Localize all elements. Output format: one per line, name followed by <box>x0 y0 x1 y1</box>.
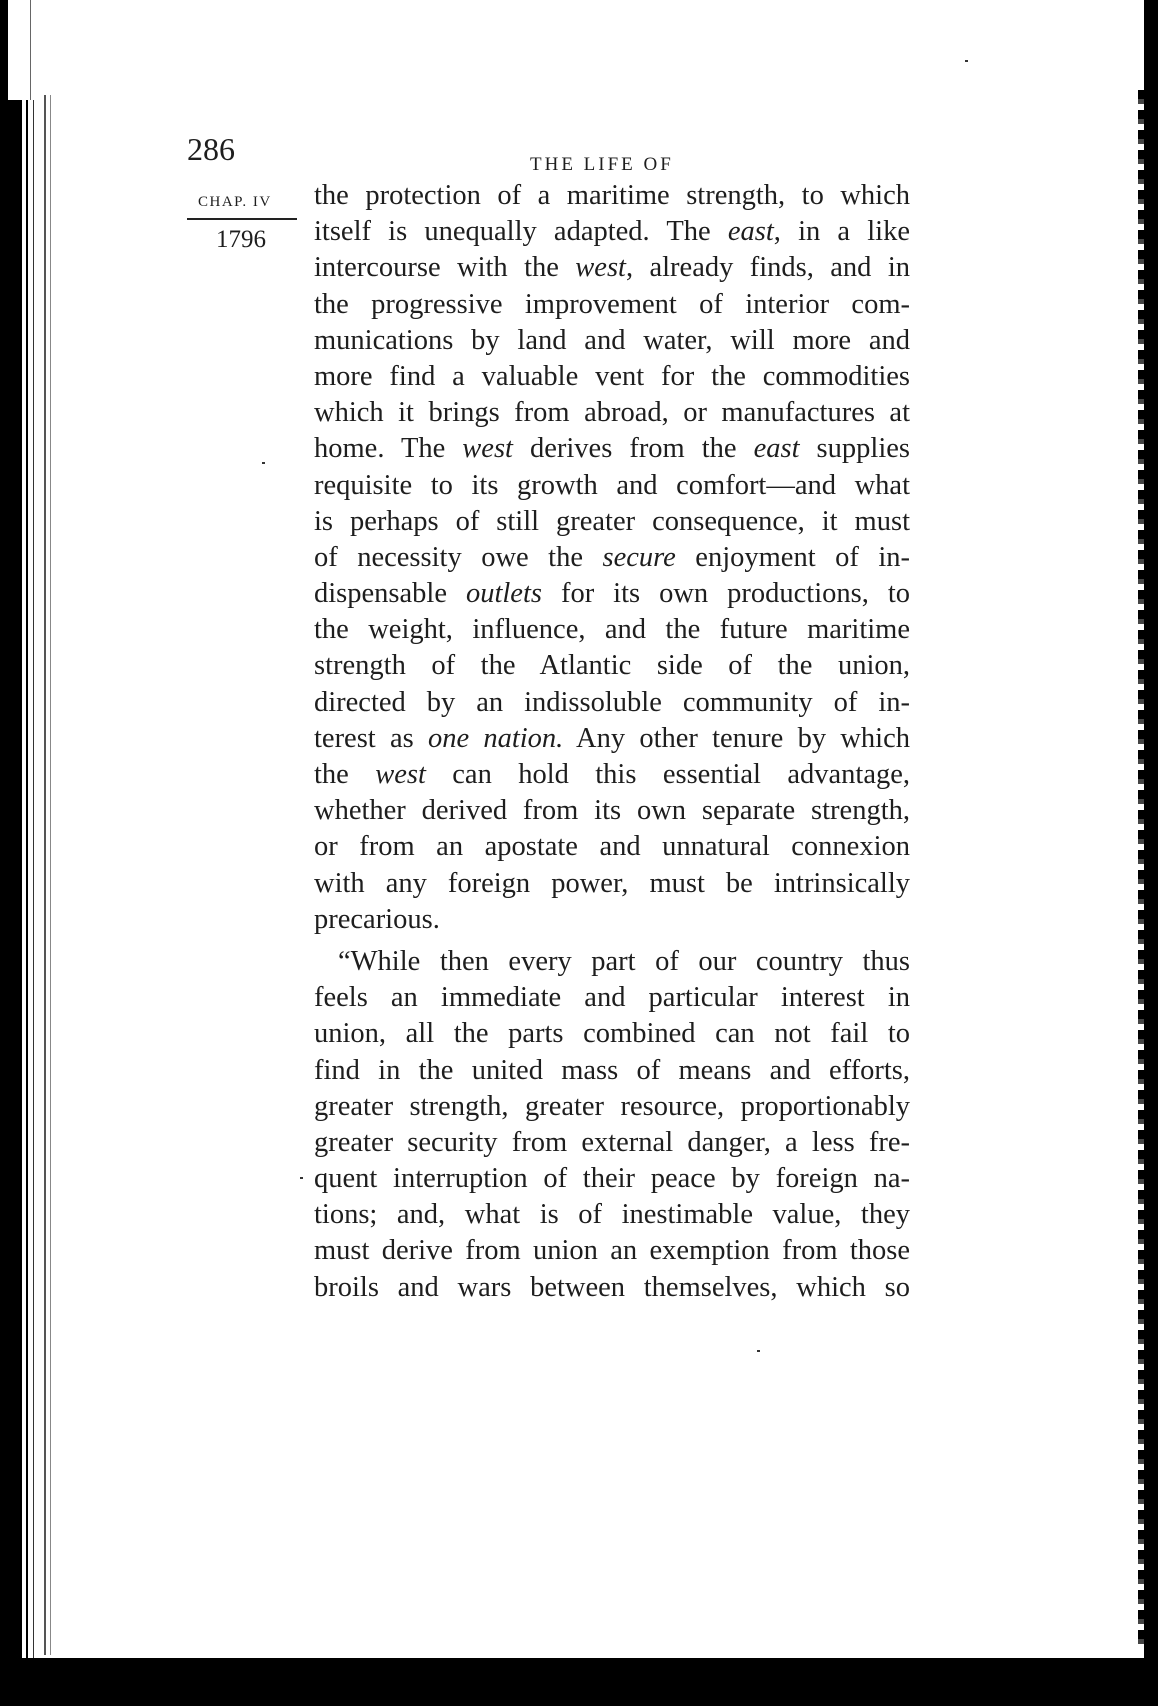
body-text <box>314 178 910 1306</box>
text-line <box>314 178 910 214</box>
text-line <box>314 1016 910 1052</box>
italic-phrase: east <box>727 216 774 248</box>
scan-right-edge <box>1144 0 1158 1706</box>
text-line <box>314 395 910 431</box>
scan-left-edge <box>0 0 40 1706</box>
italic-phrase: west <box>375 759 426 790</box>
italic-phrase: east <box>753 433 800 465</box>
text-segment: with any foreign power, must be intrinsically <box>314 867 910 899</box>
italic-phrase: west <box>575 252 626 284</box>
text-segment: munications by land and water, will more and <box>314 324 910 356</box>
italic-phrase: west <box>462 433 513 465</box>
text-line <box>314 576 910 612</box>
text-line <box>314 721 910 757</box>
text-line <box>314 1197 910 1233</box>
text-segment: enjoyment of in- <box>675 541 910 573</box>
scan-speck <box>757 1350 760 1352</box>
text-segment: find in the united mass of means and efforts, <box>314 1054 910 1086</box>
text-line <box>314 1270 910 1306</box>
text-line <box>314 1161 910 1197</box>
text-line <box>314 829 910 865</box>
text-segment: for its own productions, to <box>541 578 911 610</box>
text-line <box>314 648 910 684</box>
text-segment: intercourse with the <box>314 252 576 284</box>
text-segment: can hold this essential advantage, <box>425 759 910 790</box>
text-segment: quent interruption of their peace by foreign na- <box>314 1163 910 1195</box>
text-segment: , already finds, and in <box>625 252 910 284</box>
text-segment: greater security from external danger, a less fre- <box>314 1126 910 1158</box>
text-line <box>314 287 910 323</box>
text-line <box>314 1233 910 1269</box>
text-segment: which it brings from abroad, or manufactures at <box>314 397 910 429</box>
text-segment: “While then every part of our country thus <box>338 945 910 977</box>
text-line <box>314 944 910 980</box>
italic-phrase: one nation. <box>427 722 564 754</box>
text-line <box>314 980 910 1016</box>
text-line <box>314 793 910 829</box>
text-line <box>314 468 910 504</box>
text-segment: tions; and, what is of inestimable value, they <box>314 1199 910 1231</box>
text-line <box>314 250 910 286</box>
text-segment: more find a valuable vent for the commodities <box>314 360 910 392</box>
running-head: THE LIFE OF <box>530 154 674 175</box>
italic-phrase: secure <box>602 541 676 573</box>
text-segment: greater strength, greater resource, proportionably <box>314 1090 910 1122</box>
text-segment: requisite to its growth and comfort—and what <box>314 469 910 501</box>
text-segment: home. The <box>314 433 463 465</box>
text-segment: whether derived from its own separate strength, <box>314 795 910 827</box>
scan-speck <box>965 60 968 62</box>
text-line <box>314 1089 910 1125</box>
text-line <box>314 612 910 648</box>
text-segment: strength of the Atlantic side of the union, <box>314 650 910 682</box>
margin-year-note: 1796 <box>216 226 266 253</box>
margin-rule <box>187 218 297 220</box>
text-line <box>314 540 910 576</box>
text-segment: feels an immediate and particular interest in <box>314 982 910 1014</box>
text-segment: of necessity owe the <box>314 541 603 573</box>
scan-speck <box>262 462 265 464</box>
text-line <box>314 1053 910 1089</box>
text-segment: terest as <box>314 722 428 754</box>
text-segment: the progressive improvement of interior com- <box>314 288 910 320</box>
text-line <box>314 866 910 902</box>
text-line <box>314 504 910 540</box>
text-line <box>314 902 910 938</box>
text-segment: the <box>314 759 376 790</box>
text-segment: must derive from union an exemption from those <box>314 1235 910 1267</box>
text-segment: supplies <box>799 433 910 465</box>
text-segment: the weight, influence, and the future maritime <box>314 614 910 646</box>
text-segment: dispensable <box>314 578 466 610</box>
text-segment: union, all the parts combined can not fail to <box>314 1018 910 1050</box>
text-segment: the protection of a maritime strength, to which <box>314 180 910 211</box>
margin-chapter-note: CHAP. IV <box>198 194 272 210</box>
text-segment: itself is unequally adapted. The <box>314 216 728 248</box>
text-segment: derives from the <box>512 433 754 465</box>
text-segment: is perhaps of still greater consequence, it must <box>314 505 910 537</box>
text-line <box>314 1125 910 1161</box>
text-segment: , in a like <box>773 216 910 248</box>
scan-speck <box>300 1177 303 1179</box>
text-segment: Any other tenure by which <box>563 722 910 754</box>
text-line <box>314 214 910 250</box>
text-segment: or from an apostate and unnatural connexion <box>314 831 910 863</box>
scan-bottom-edge <box>0 1658 1158 1706</box>
text-line <box>314 757 910 793</box>
text-line <box>314 359 910 395</box>
text-segment: precarious. <box>314 903 440 935</box>
text-line <box>314 431 910 467</box>
text-line <box>314 323 910 359</box>
italic-phrase: outlets <box>465 578 542 610</box>
page-number: 286 <box>187 131 235 167</box>
text-segment: broils and wars between themselves, which so <box>314 1271 910 1303</box>
text-line <box>314 685 910 721</box>
text-segment: directed by an indissoluble community of in- <box>314 686 910 718</box>
